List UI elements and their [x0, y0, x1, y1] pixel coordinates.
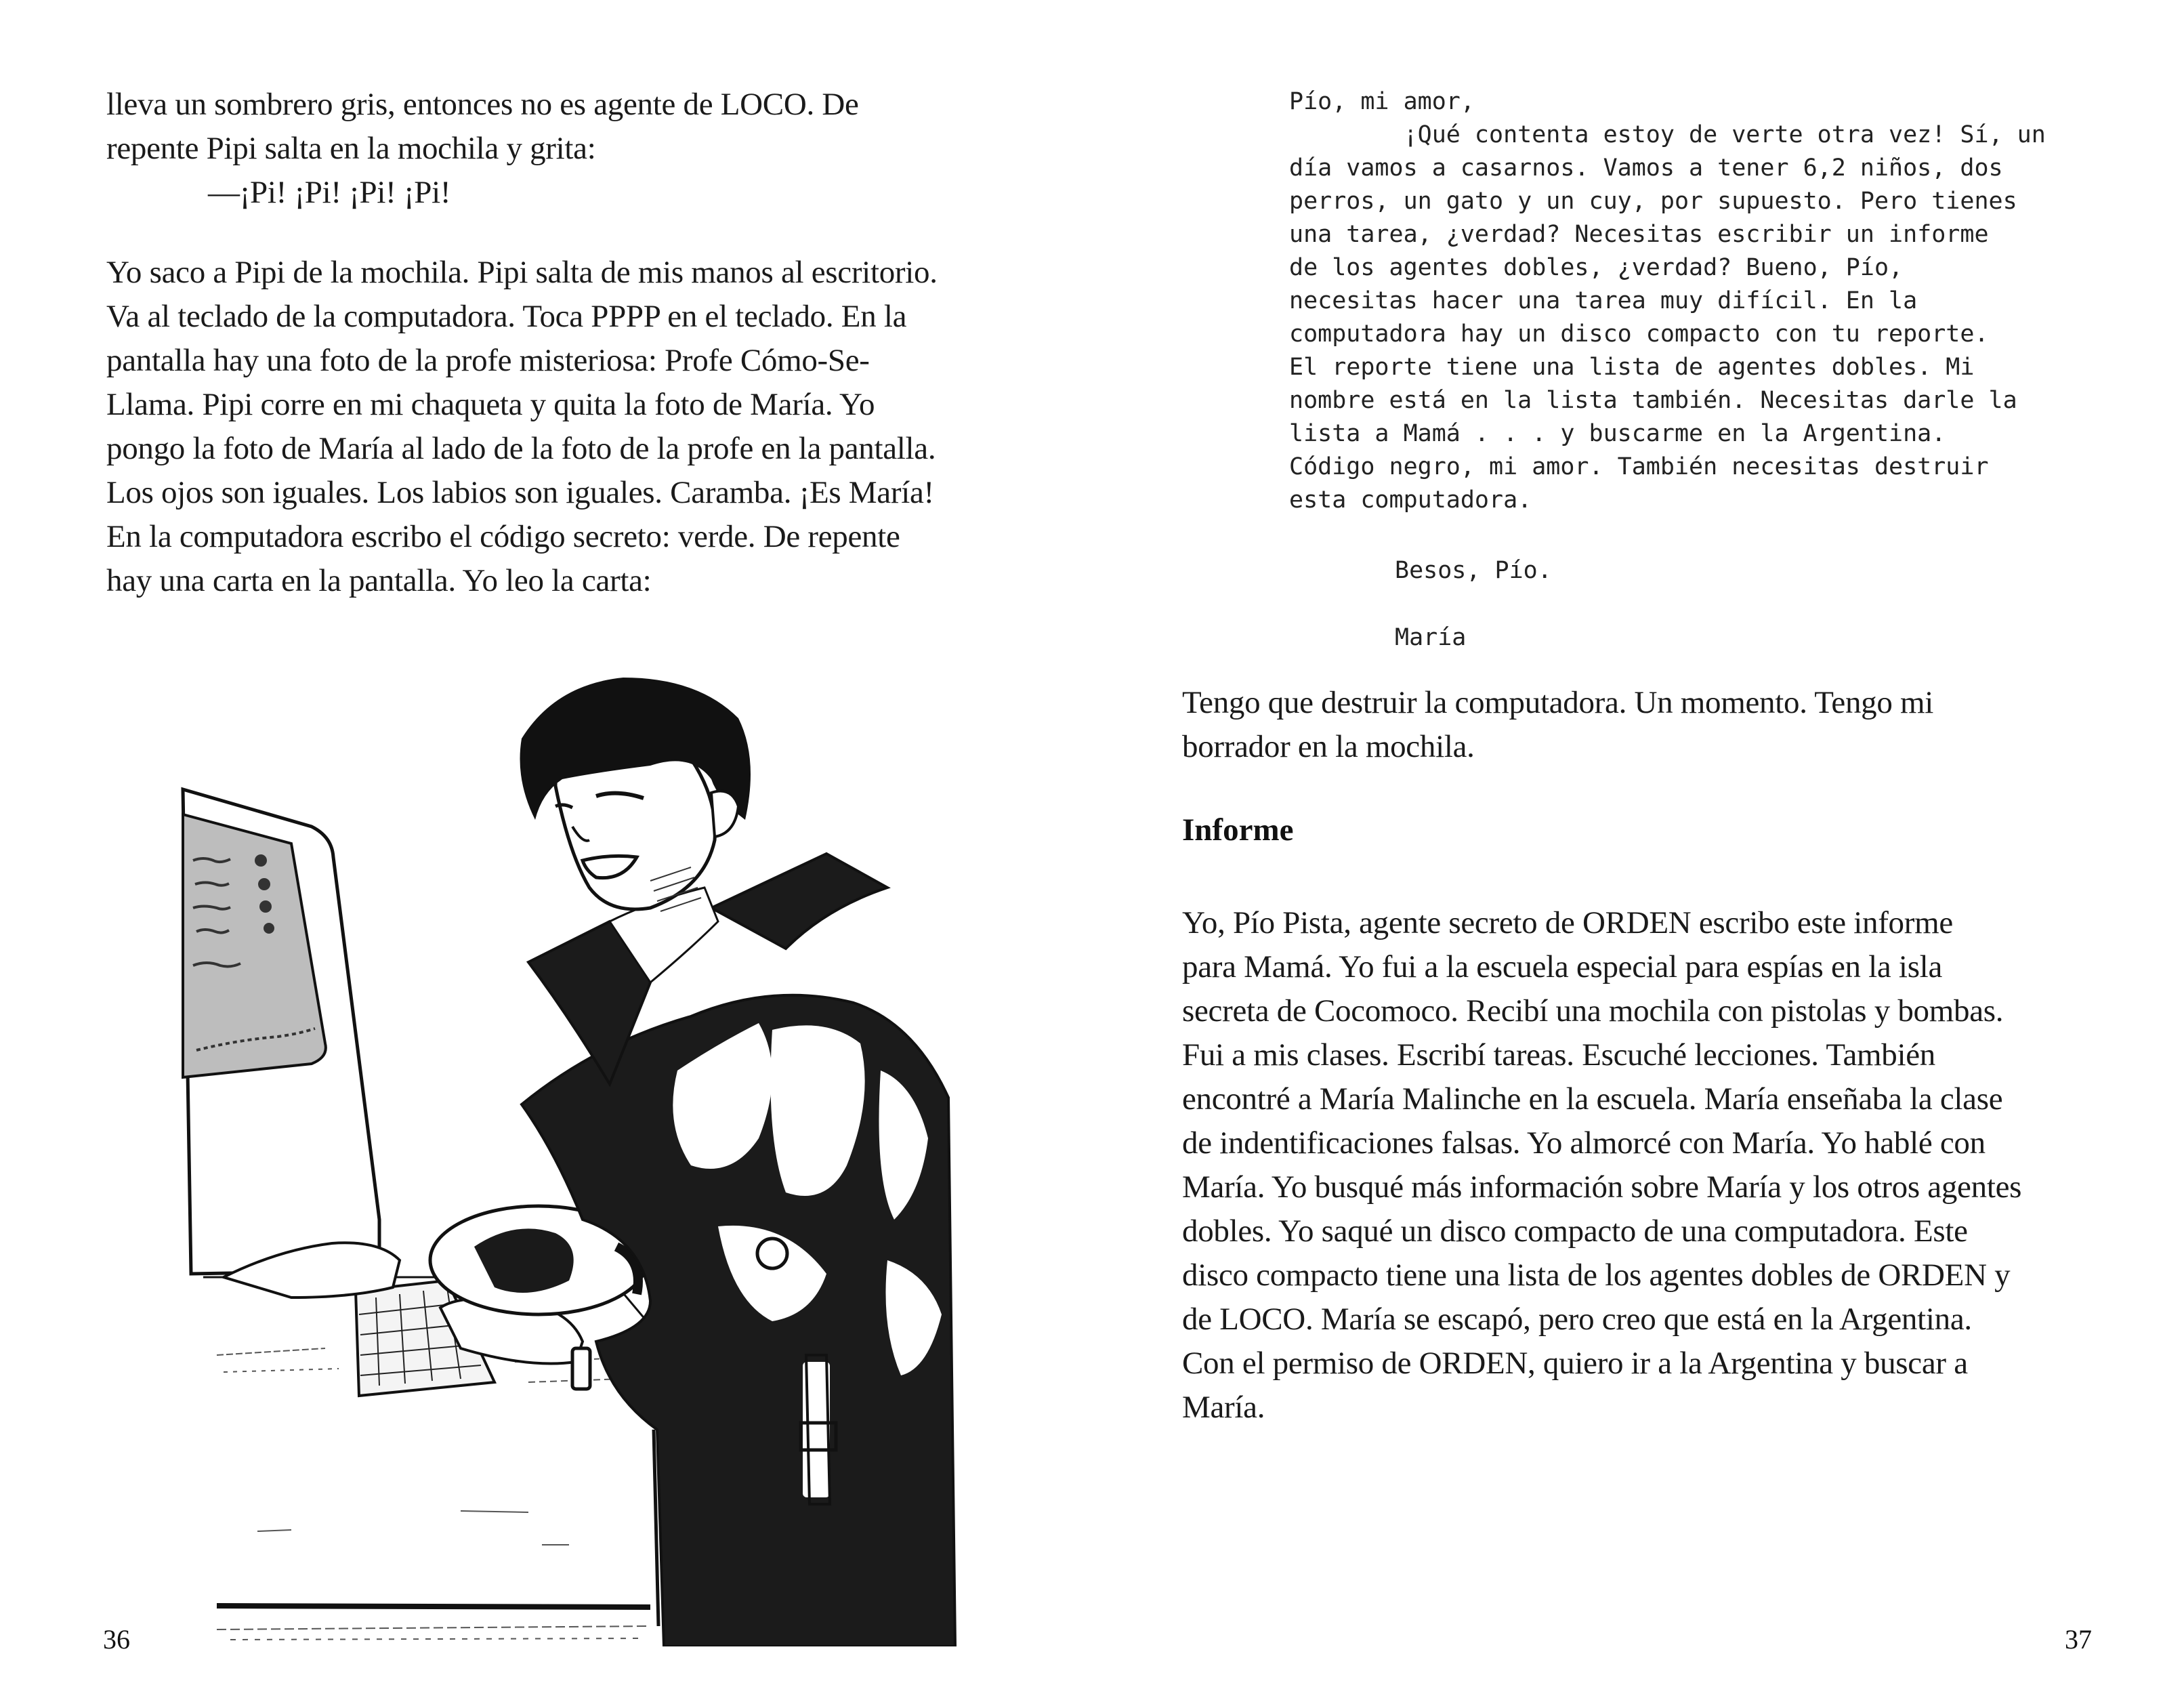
letter-line: lista a Mamá . . . y buscarme en la Argentina.: [1289, 420, 1946, 447]
text-line: secreta de Cocomoco. Recibí una mochila con pistolas y bombas.: [1182, 993, 2004, 1029]
text-line: disco compacto tiene una lista de los agentes dobles de ORDEN y: [1182, 1258, 2011, 1293]
letter-line: una tarea, ¿verdad? Necesitas escribir un informe: [1289, 221, 1989, 248]
report-paragraph: [1182, 901, 2158, 1430]
text-line: Va al teclado de la computadora. Toca PPPP en el teclado. En la: [106, 299, 907, 334]
jacket-button: [757, 1239, 787, 1268]
text-line: pantalla hay una foto de la profe misteriosa: Profe Cómo-Se-: [106, 343, 870, 378]
letter-line: perros, un gato y un cuy, por supuesto. Pero tienes: [1289, 188, 2017, 215]
right-page: [1092, 0, 2184, 1702]
letter-line: El reporte tiene una lista de agentes dobles. Mi: [1289, 354, 1975, 381]
desk-hatching: [217, 1348, 650, 1640]
letter-greeting: Pío, mi amor,: [1289, 88, 1475, 115]
text-line: dobles. Yo saqué un disco compacto de una computadora. Este: [1182, 1213, 1968, 1249]
page-number: 36: [103, 1624, 130, 1655]
text-line: de LOCO. María se escapó, pero creo que está en la Argentina.: [1182, 1302, 1972, 1337]
letter-line: necesitas hacer una tarea muy difícil. En la: [1289, 287, 1918, 314]
text-line: Con el permiso de ORDEN, quiero ir a la Argentina y buscar a: [1182, 1346, 1968, 1381]
text-line: lleva un sombrero gris, entonces no es agente de LOCO. De: [106, 87, 859, 122]
text-line: María.: [1182, 1390, 1265, 1425]
page-number: 37: [2065, 1624, 2092, 1655]
letter-line: ¡Qué contenta estoy de verte otra vez! Sí, un: [1289, 121, 2046, 148]
ear: [711, 791, 738, 837]
text-line: Llama. Pipi corre en mi chaqueta y quita la foto de María. Yo: [106, 387, 875, 422]
dialog-line: —¡Pi! ¡Pi! ¡Pi! ¡Pi!: [208, 175, 451, 210]
text-line: encontré a María Malinche en la escuela. María enseñaba la clase: [1182, 1081, 2003, 1117]
text-line: Yo saco a Pipi de la mochila. Pipi salta de mis manos al escritorio.: [106, 255, 938, 290]
text-line: repente Pipi salta en la mochila y grita:: [106, 131, 596, 166]
letter-line: Código negro, mi amor. También necesitas destruir: [1289, 453, 1989, 480]
letter: [1289, 85, 2122, 517]
desk-front-edge: [217, 1606, 650, 1607]
text-line: En la computadora escribo el código secreto: verde. De repente: [106, 519, 900, 554]
text-line: María. Yo busqué más información sobre María y los otros agentes: [1182, 1169, 2022, 1205]
paragraph-after-letter: [1182, 681, 2144, 769]
text-line: para Mamá. Yo fui a la escuela especial para espías en la isla: [1182, 949, 1942, 984]
illustration-boy-at-computer: [176, 664, 982, 1646]
wristwatch: [572, 1348, 590, 1389]
section-heading: Informe: [1182, 812, 1294, 848]
text-line: hay una carta en la pantalla. Yo leo la carta:: [106, 563, 652, 598]
text-line: pongo la foto de María al lado de la foto de la profe en la pantalla.: [106, 431, 936, 466]
left-paragraph-2: [106, 251, 1068, 603]
collar-right: [711, 854, 887, 949]
letter-line: computadora hay un disco compacto con tu reporte.: [1289, 320, 1989, 348]
text-line: Tengo que destruir la computadora. Un momento. Tengo mi: [1182, 685, 1934, 720]
letter-signature: María: [1395, 624, 1467, 651]
letter-line: esta computadora.: [1289, 486, 1532, 514]
text-line: Yo, Pío Pista, agente secreto de ORDEN escribo este informe: [1182, 905, 1953, 940]
text-line: Los ojos son iguales. Los labios son iguales. Caramba. ¡Es María!: [106, 475, 934, 510]
letter-line: nombre está en la lista también. Necesitas darle la: [1289, 387, 2017, 414]
letter-line: de los agentes dobles, ¿verdad? Bueno, Pío,: [1289, 254, 1904, 281]
text-line: de indentificaciones falsas. Yo almorcé con María. Yo hablé con: [1182, 1125, 1986, 1161]
text-line: Fui a mis clases. Escribí tareas. Escuché lecciones. También: [1182, 1037, 1935, 1073]
text-line: borrador en la mochila.: [1182, 729, 1475, 764]
letter-closing: Besos, Pío.: [1395, 557, 1552, 584]
left-paragraph-1: [106, 83, 1055, 215]
letter-line: día vamos a casarnos. Vamos a tener 6,2 niños, dos: [1289, 154, 2003, 182]
